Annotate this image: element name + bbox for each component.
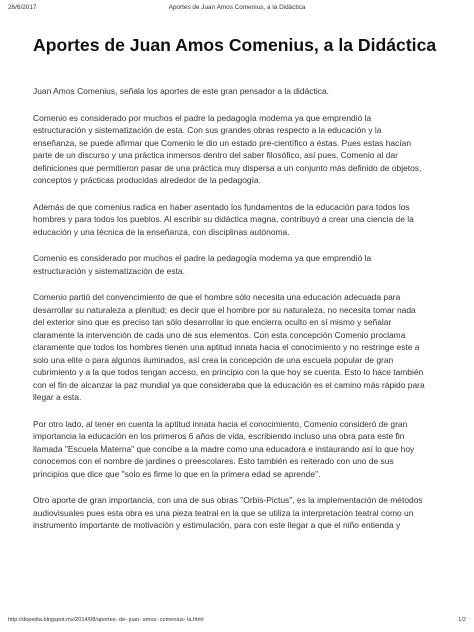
paragraph	[33, 112, 443, 187]
paragraph-line: Comenio partió del convencimiento de que el hombre sólo necesita una educación adecuada para	[33, 292, 401, 302]
paragraph-line: audiovisuales pues esta obra es una pieza teatral en la que se utiliza la interpretación teatral como un	[33, 507, 414, 518]
article-title: Aportes de Juan Amos Comenius, a la Didáctica	[33, 35, 437, 55]
paragraph-line: Por otro lado, al tener en cuenta la aptitud innata hacia el conocimiento, Comenio consideró de gran	[33, 418, 408, 429]
print-header	[8, 4, 466, 16]
paragraph-line: desarrollar su naturaleza a plenitud; es decir que el hombre por su naturaleza, no necesita tomar nada	[33, 304, 416, 315]
paragraph-line: claramente la intervención de cada uno de sus elementos. Con esta concepción Comenio proclama	[33, 329, 406, 340]
paragraph-line: Otro aporte de gran importancia, con una de sus obras "Orbis-Pictus", es la implementación de métodos	[33, 495, 423, 505]
paragraph-line: conceptos y prácticas producidas alrededor de la pedagogía.	[33, 175, 261, 185]
paragraph	[33, 494, 443, 532]
paragraph-line: llegar a esta.	[33, 392, 82, 402]
article-body	[33, 85, 443, 532]
paragraph-line: Juan Amos Comenius, señala los aportes de este gran pensador a la didáctica.	[33, 86, 329, 96]
paragraph	[33, 85, 443, 98]
paragraph-line: llamada "Escuela Materna" que concibe a la madre como una educadora e instaurando así lo que hoy	[33, 443, 415, 454]
paragraph-line: parte de un discurso y una práctica inmersos dentro del saber filosófico, así pues, Comenio al dar	[33, 150, 398, 160]
paragraph-line: educación y una técnica de la enseñanza, con disciplinas autónoma.	[33, 226, 290, 237]
paragraph-line: hombres y para todos los pueblos. Al escribir su didáctica magna, contribuyó a crear una ciencia de la	[33, 214, 414, 224]
paragraph-line: conocemos con el nombre de jardines o preescolares. Esto también es reiterado con uno de sus	[33, 456, 394, 466]
paragraph-line: instrumento importante de motivación y estimulación, para con este llegar a que el niño entienda y	[33, 520, 401, 530]
paragraph	[33, 418, 443, 481]
print-date: 26/6/2017	[8, 4, 37, 11]
paragraph-line: Comenio es considerado por muchos el padre la pedagogía moderna ya que emprendió la	[33, 253, 372, 263]
paragraph-line: Además de que comenius radica en haber asentado los fundamentos de la educación para todos los	[33, 201, 410, 212]
paragraph-line: cubrimiento y a la que todos tengan acceso, en principio con la que hoy se cuenta. Esto lo hace también	[33, 367, 424, 377]
print-footer	[8, 617, 466, 627]
paragraph	[33, 252, 443, 277]
paragraph-line: del exterior sino que es preciso tan sólo desarrollar lo que encierra oculto en sí mismo y señalar	[33, 317, 392, 327]
article	[33, 34, 443, 546]
paragraph-line: principios que dice que "solo es firme lo que en la primera edad se aprende".	[33, 468, 321, 479]
paragraph	[33, 291, 443, 404]
paragraph	[33, 201, 443, 239]
paragraph-line: con el fin de alcanzar la paz mundial ya que consideraba que la educación es el camino más rápido para	[33, 379, 425, 390]
paragraph-line: enseñanza, se puede afirmar que Comenio le dio un estado pre-científico a éstas. Pues estas hacían	[33, 137, 412, 148]
print-page-title: Aportes de Juan Amos Comenius, a la Didáctica	[168, 4, 306, 11]
paragraph-line: Comenio es considerado por muchos el padre la pedagogía moderna ya que emprendió la	[33, 112, 372, 123]
page-number: 1/2	[458, 617, 466, 623]
page-url: http://dopedia.blogspot.mx/2014/08/aportes- de- juan- amos- comenius- la.html	[8, 617, 204, 623]
paragraph-line: importancia la educación en los primeros 6 años de vida, escribiendo incluso una obra para este fin	[33, 431, 405, 441]
paragraph-line: solo una elite o para algunos iluminados, así crea la concepción de una escuela popular de gran	[33, 354, 394, 365]
paragraph-line: claramente que todos los hombres tienen una aptitud innata hacia el conocimiento y no restringe este a	[33, 342, 420, 352]
paragraph-line: estructuración y sistematización de esta. Con sus grandes obras respecto a la educación y la	[33, 125, 382, 135]
paragraph-line: definiciones que permitieron pasar de una práctica muy dispersa a un conjunto más definido de objetos,	[33, 162, 422, 173]
paragraph-line: estructuración y sistematización de esta.	[33, 265, 185, 276]
